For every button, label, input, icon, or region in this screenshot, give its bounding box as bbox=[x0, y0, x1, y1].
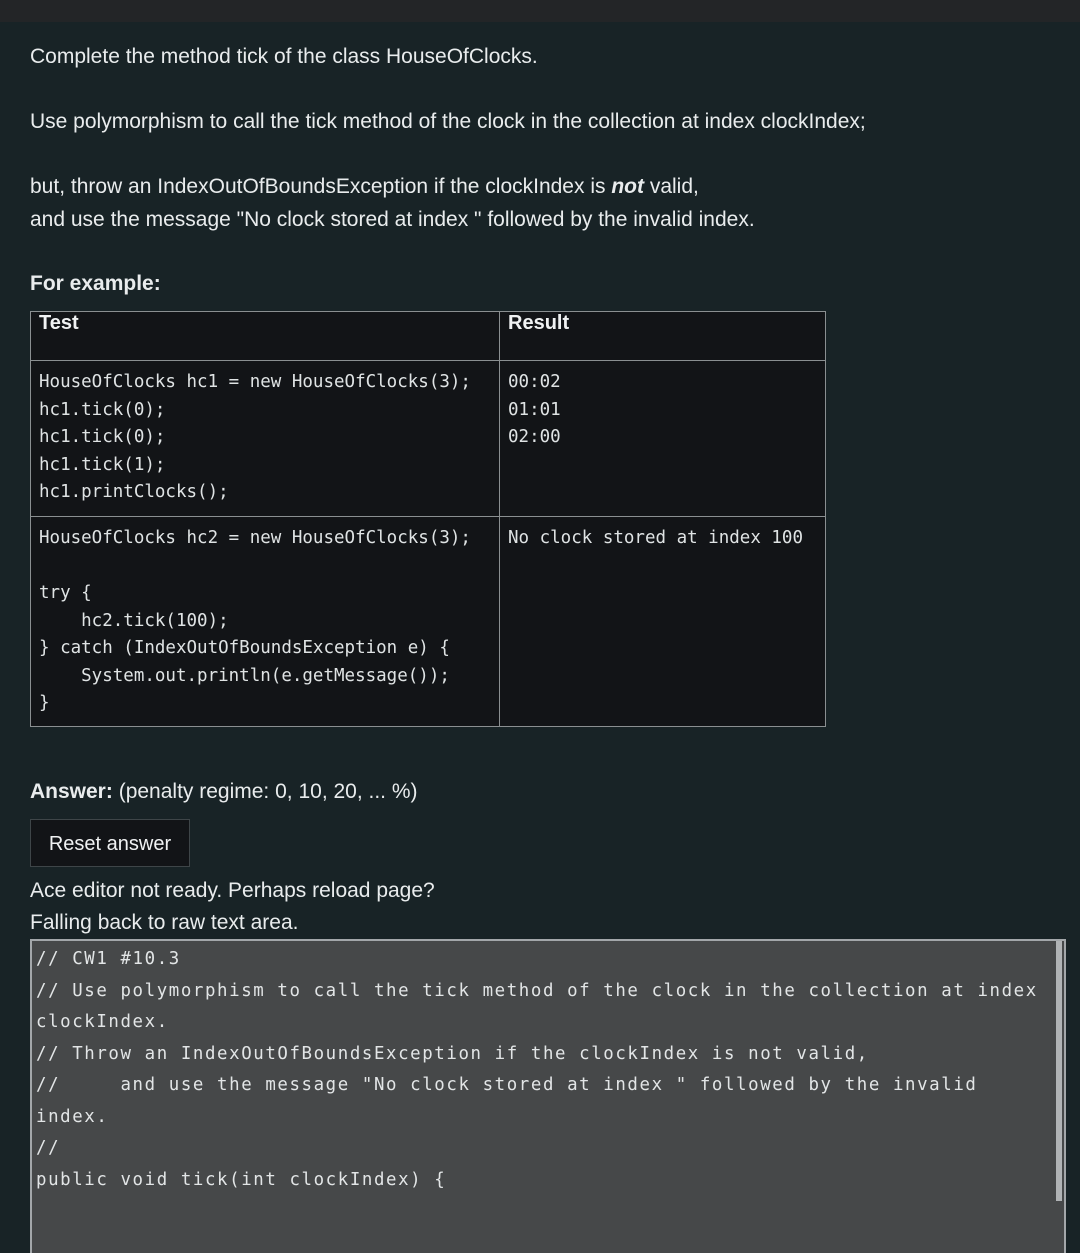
expected-result: No clock stored at index 100 bbox=[508, 528, 804, 548]
header-result: Result bbox=[500, 312, 826, 361]
test-code: HouseOfClocks hc2 = new HouseOfClocks(3); try { hc2.tick(100); } catch (IndexOutOfBoundsException e) { System.out.println(e.getMessage()); } bbox=[39, 528, 471, 713]
question-line-1: Complete the method tick of the class HouseOfClocks. bbox=[30, 45, 538, 68]
test-code: HouseOfClocks hc1 = new HouseOfClocks(3); hc1.tick(0); hc1.tick(0); hc1.tick(1); hc1.printClocks(); bbox=[39, 372, 471, 502]
answer-code[interactable]: // CW1 #10.3 // Use polymorphism to call the tick method of the clock in the collection at index clockIndex. // Throw an IndexOutOfBoundsException if the clockIndex is not valid, // and use the message "No clock stored at index " followed by the invalid index. // public void tick(int clockIndex) { bbox=[36, 949, 1038, 1190]
editor-notice: Ace editor not ready. Perhaps reload page? bbox=[30, 879, 435, 902]
fallback-notice: Falling back to raw text area. bbox=[30, 911, 299, 934]
question-line-3: but, throw an IndexOutOfBoundsException if the clockIndex is not valid, bbox=[30, 175, 699, 198]
table-row bbox=[31, 517, 826, 727]
reset-answer-button[interactable]: Reset answer bbox=[30, 819, 190, 867]
answer-label: Answer: bbox=[30, 780, 113, 803]
answer-textarea[interactable] bbox=[30, 939, 1066, 1253]
table-row bbox=[31, 361, 826, 517]
example-table bbox=[30, 311, 826, 727]
question-line-4: and use the message "No clock stored at index " followed by the invalid index. bbox=[30, 208, 755, 231]
expected-result: 00:02 01:01 02:00 bbox=[508, 372, 561, 447]
answer-line bbox=[30, 778, 418, 806]
top-bar bbox=[0, 0, 1080, 22]
penalty-regime: (penalty regime: 0, 10, 20, ... %) bbox=[118, 780, 418, 803]
emphasis-not: not bbox=[611, 175, 644, 198]
scrollbar[interactable] bbox=[1056, 941, 1062, 1201]
header-test: Test bbox=[31, 312, 500, 361]
example-heading: For example: bbox=[30, 272, 161, 295]
question-line-2: Use polymorphism to call the tick method of the clock in the collection at index clockIndex; bbox=[30, 110, 866, 133]
